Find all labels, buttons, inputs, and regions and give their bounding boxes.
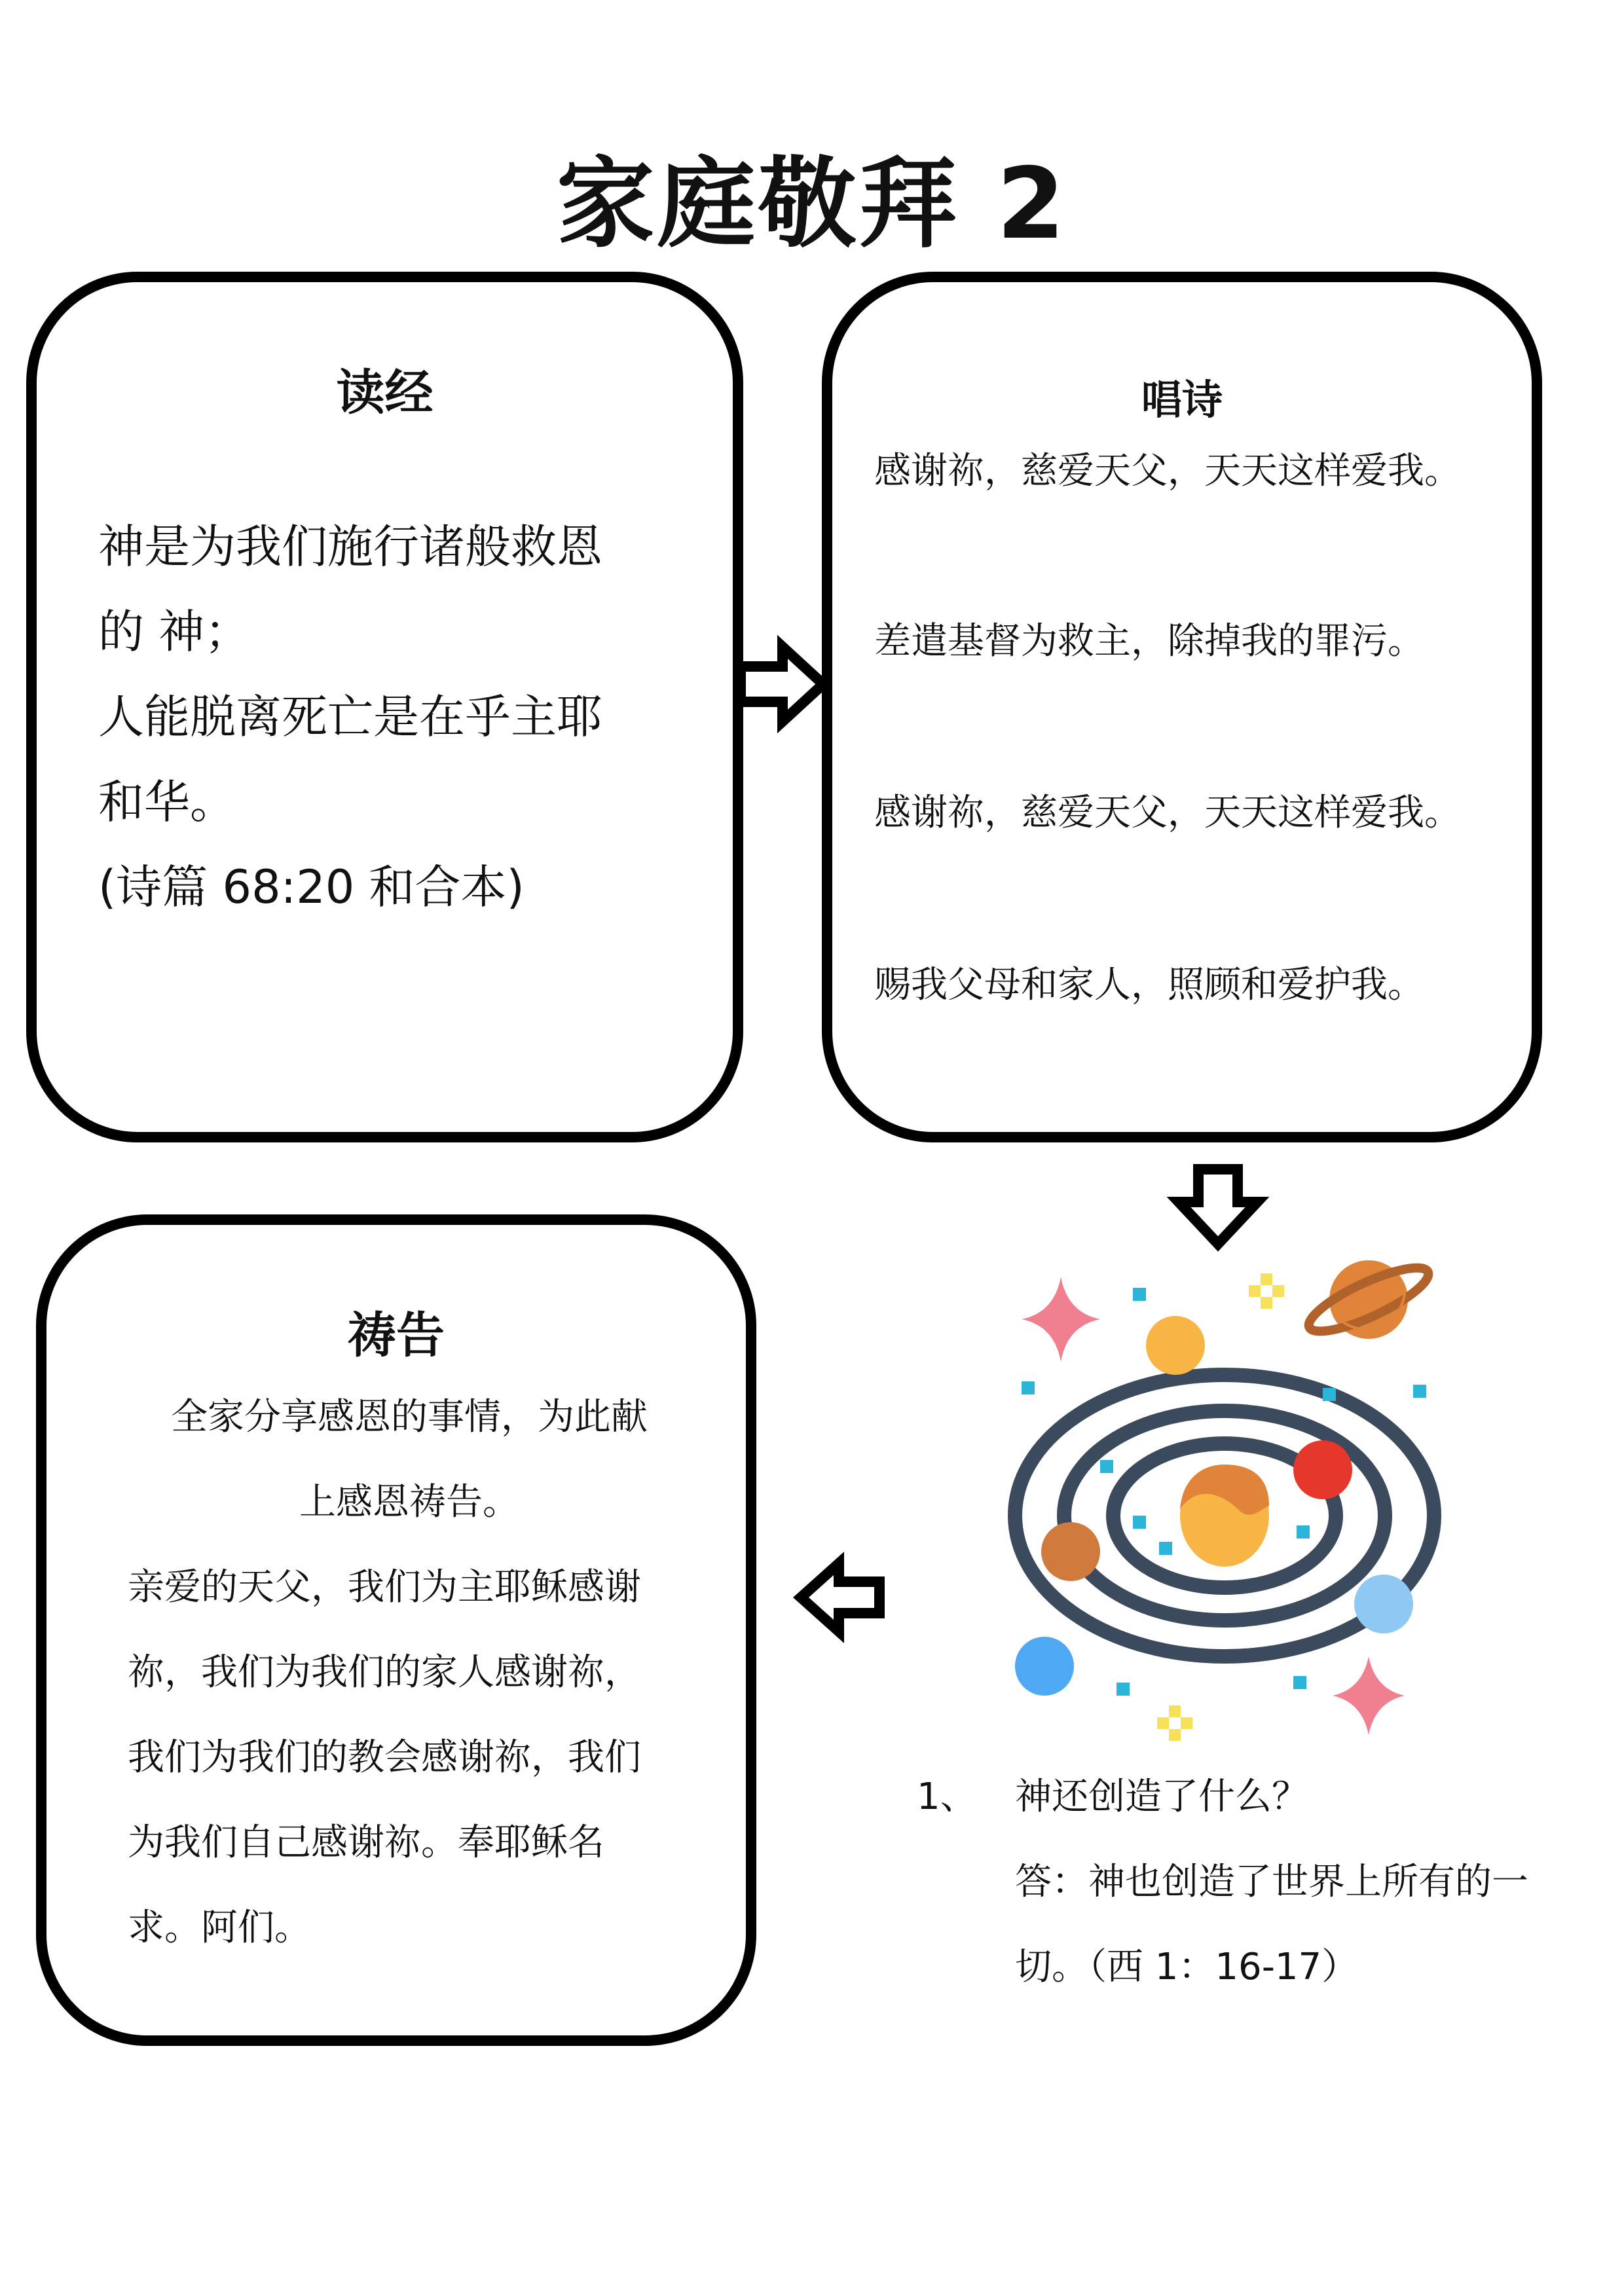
- scripture-text: [98, 504, 701, 930]
- ringed-planet-icon: [1302, 1256, 1435, 1343]
- arrow-left-icon: [796, 1558, 884, 1637]
- prayer-heading: 祷告: [348, 1307, 445, 1364]
- hymn-box: [822, 272, 1542, 1142]
- prayer-line: 祢，我们为我们的家人感谢祢，: [128, 1651, 641, 1694]
- planet-red-icon: [1293, 1440, 1352, 1499]
- planet-lightblue-icon: [1354, 1575, 1413, 1633]
- hymn-line: 赐我父母和家人，照顾和爱护我。: [874, 964, 1424, 1006]
- prayer-line: 求。阿们。: [128, 1906, 311, 1949]
- planet-orange-icon: [1041, 1522, 1100, 1581]
- solar-system-icon: [1002, 1247, 1460, 1758]
- answer-line: 答：神也创造了世界上所有的一: [1015, 1861, 1528, 1903]
- scripture-reference: (诗篇 68:20 和合本): [98, 860, 525, 914]
- scripture-line: 和华。: [98, 775, 236, 829]
- prayer-intro-line: 上感恩祷告。: [299, 1481, 519, 1523]
- question-text: 神还创造了什么？: [1015, 1776, 1308, 1818]
- hymn-line: 感谢祢，慈爱天父，天天这样爱我。: [874, 792, 1461, 834]
- hymn-heading: 唱诗: [1141, 376, 1223, 424]
- planet-yellow-icon: [1146, 1316, 1205, 1375]
- sparkle-icon: [1333, 1656, 1405, 1735]
- prayer-line: 我们为我们的教会感谢祢，我们: [128, 1736, 641, 1779]
- prayer-intro-line: 全家分享感恩的事情，为此献: [171, 1396, 648, 1438]
- answer-line: 切。（西 1：16-17）: [1015, 1946, 1359, 1988]
- page-title: 家庭敬拜 2: [556, 147, 1068, 261]
- hymn-line: 感谢祢，慈爱天父，天天这样爱我。: [874, 450, 1461, 492]
- scripture-line: 的 神；: [98, 605, 251, 659]
- scripture-line: 人能脱离死亡是在乎主耶: [98, 690, 602, 744]
- star-icon: [1249, 1273, 1284, 1309]
- planet-blue-icon: [1015, 1637, 1074, 1696]
- question-number: 1、: [917, 1776, 977, 1818]
- hymn-line: 差遣基督为救主，除掉我的罪污。: [874, 620, 1424, 663]
- sparkle-icon: [1022, 1277, 1100, 1362]
- star-icon: [1157, 1705, 1192, 1741]
- prayer-line: 亲爱的天父，我们为主耶稣感谢: [128, 1566, 641, 1609]
- arrow-down-icon: [1172, 1165, 1264, 1250]
- prayer-text: [92, 1375, 727, 1971]
- sun-icon: [1180, 1465, 1269, 1567]
- prayer-line: 为我们自己感谢祢。奉耶稣名: [128, 1821, 604, 1864]
- scripture-line: 神是为我们施行诸般救恩: [98, 520, 602, 574]
- reading-heading: 读经: [336, 365, 434, 421]
- arrow-right-icon: [737, 642, 828, 727]
